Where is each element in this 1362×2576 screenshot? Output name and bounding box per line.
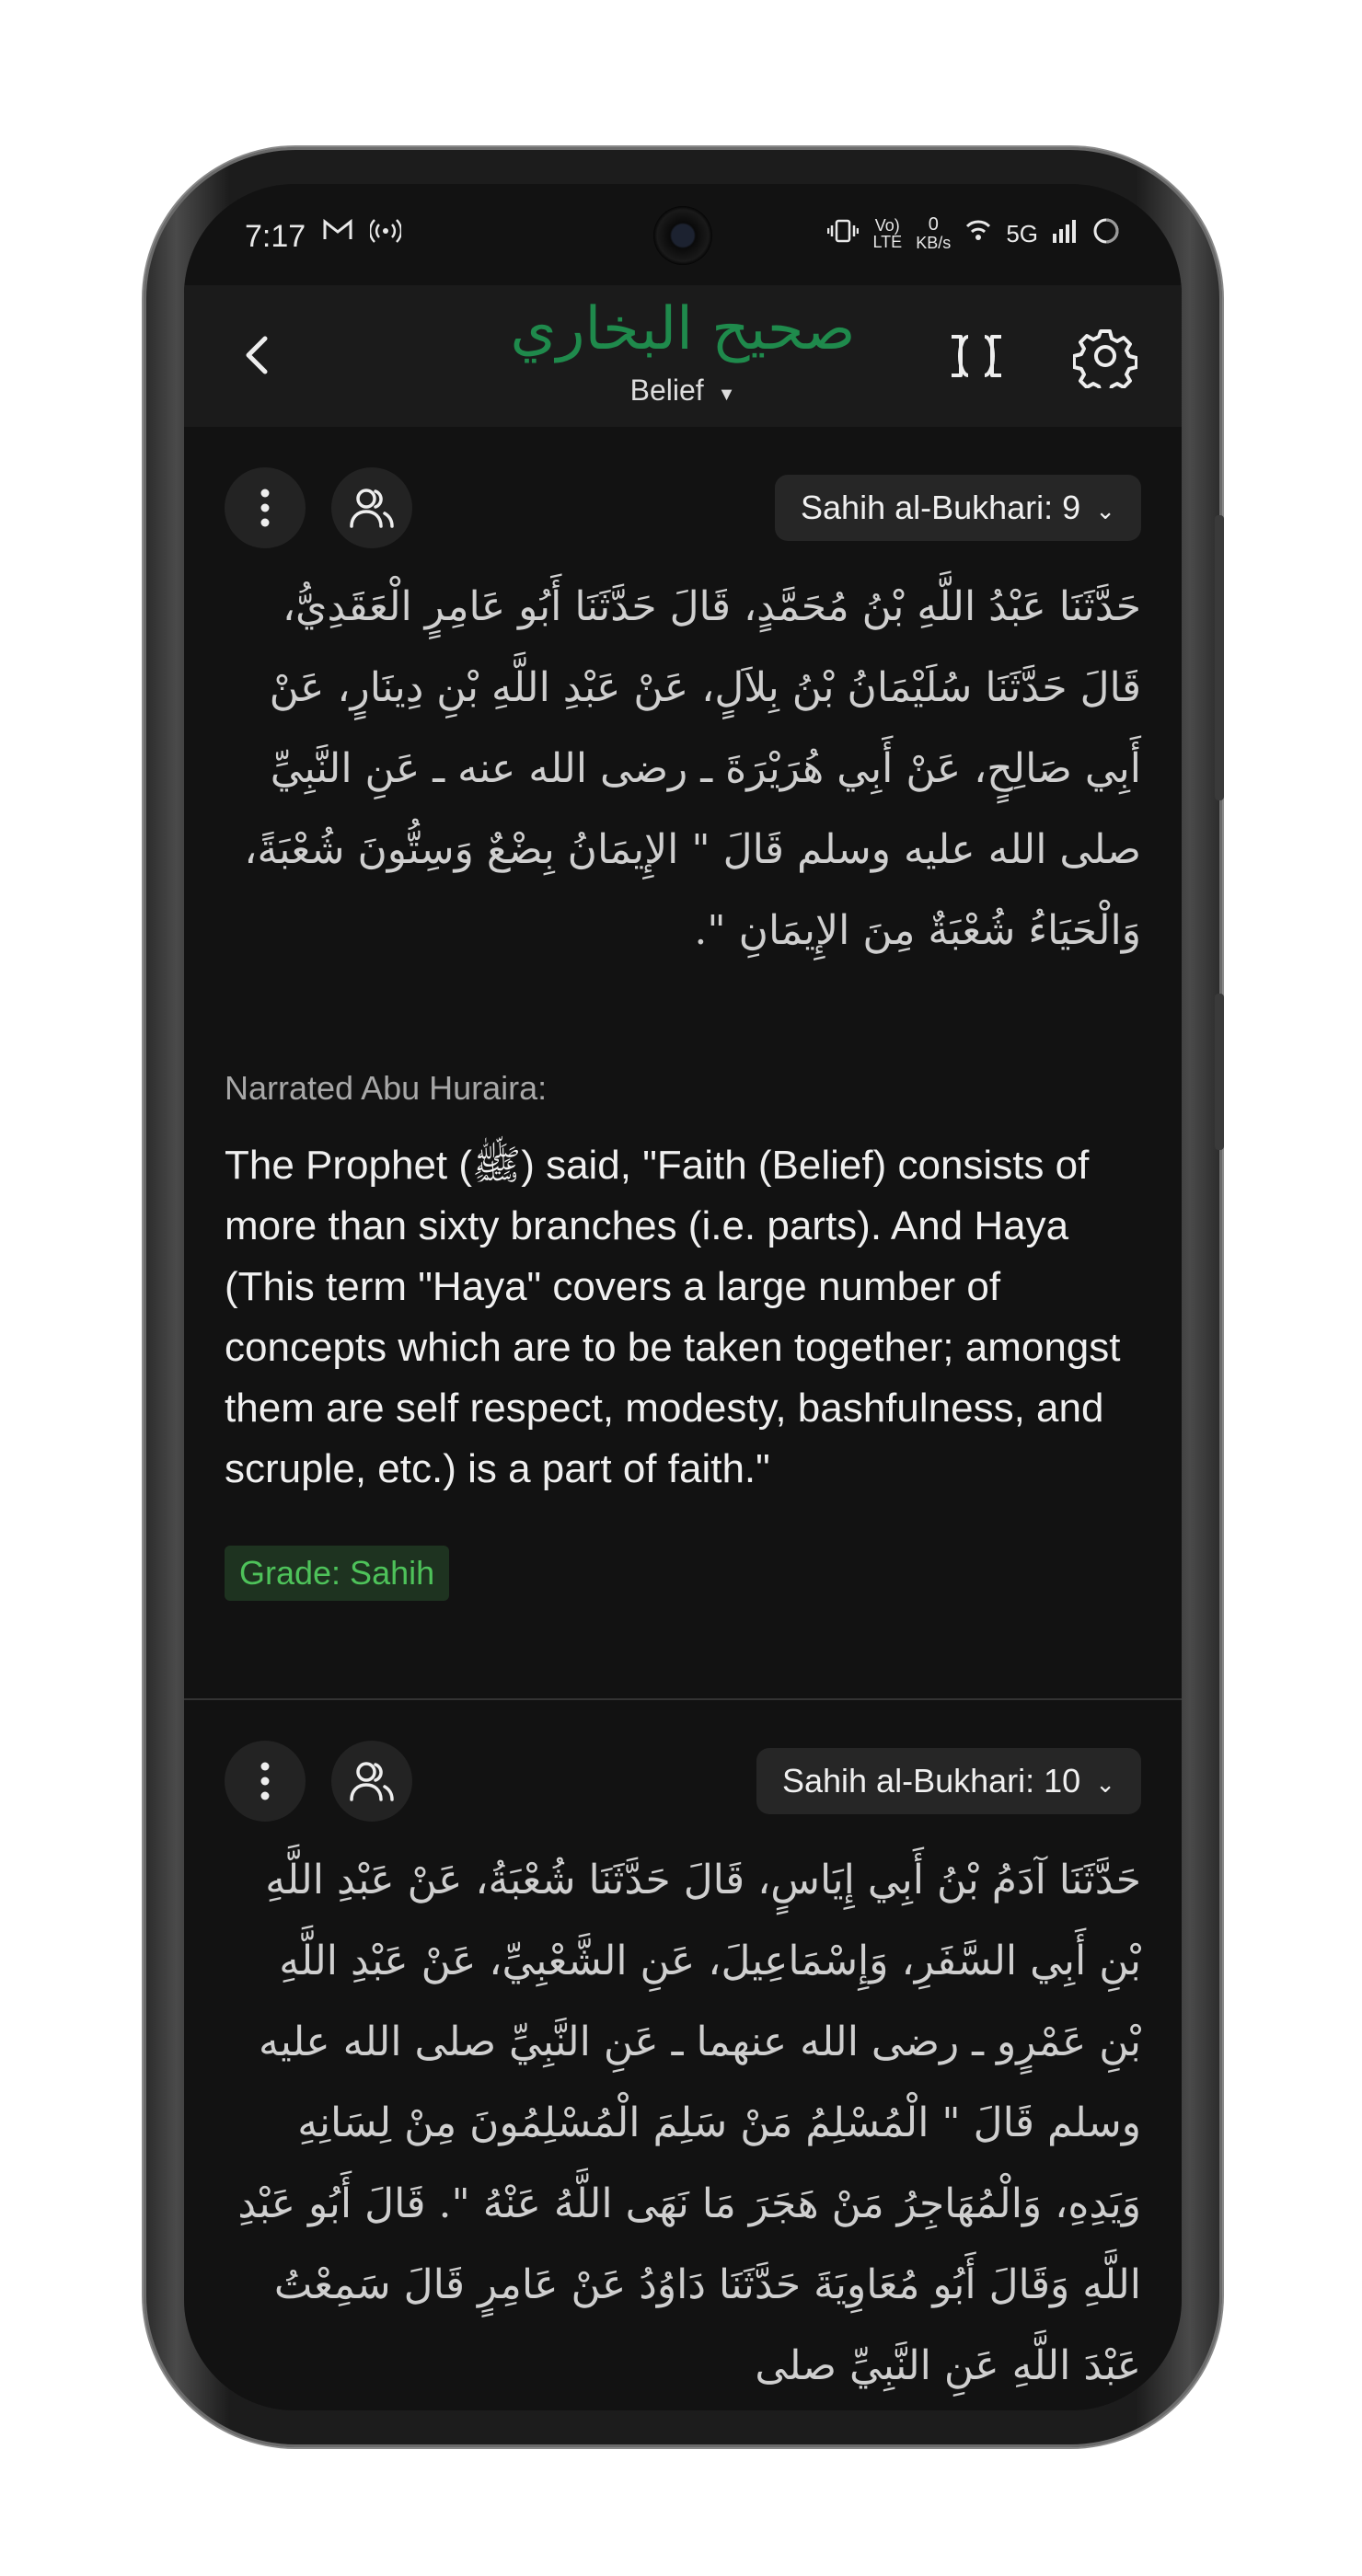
chapter-selector[interactable] [184,374,1182,408]
screen [184,184,1182,2410]
gmail-icon [322,217,353,252]
caret-down-icon: ▼ [717,385,736,405]
narrator: Narrated Abu Huraira: [225,1069,548,1107]
network-speed-value: 0 [928,214,939,235]
chapter-label: Belief [629,374,704,407]
arabic-text: حَدَّثَنَا آدَمُ بْنُ أَبِي إِيَاسٍ، قَالَ حَدَّثَنَا شُعْبَةُ، عَنْ عَبْدِ اللَّهِ بْنِ أَبِي السَّفَرِ، وَإِسْمَاعِيلَ، عَنِ الشَّعْبِيِّ، عَنْ عَبْدِ اللَّهِ بْنِ عَمْرٍو ـ رضى الله عنهما ـ عَنِ النَّبِيِّ صلى الله عليه وسلم قَالَ " الْمُسْلِمُ مَنْ سَلِمَ الْمُسْلِمُونَ مِنْ لِسَانِهِ وَيَدِهِ، وَالْمُهَاجِرُ مَنْ هَجَرَ مَا نَهَى اللَّهُ عَنْهُ ". قَالَ أَبُو عَبْدِ اللَّهِ وَقَالَ أَبُو مُعَاوِيَةَ حَدَّثَنَا دَاوُدُ عَنْ عَامِرٍ قَالَ سَمِعْتُ عَبْدَ اللَّهِ عَنِ النَّبِيِّ صلى [237,1857,1141,2389]
network-speed [916,215,951,252]
users-icon [348,486,396,530]
more-options-button[interactable] [225,1741,306,1822]
app-logo: صحيح البخاري [510,295,856,363]
arabic-text: حَدَّثَنَا عَبْدُ اللَّهِ بْنُ مُحَمَّدٍ، قَالَ حَدَّثَنَا أَبُو عَامِرٍ الْعَقَدِيُّ، قَالَ حَدَّثَنَا سُلَيْمَانُ بْنُ بِلاَلٍ، عَنْ عَبْدِ اللَّهِ بْنِ دِينَارٍ، عَنْ أَبِي صَالِحٍ، عَنْ أَبِي هُرَيْرَةَ ـ رضى الله عنه ـ عَنِ النَّبِيِّ صلى الله عليه وسلم قَالَ " الإِيمَانُ بِضْعٌ وَسِتُّونَ شُعْبَةً، وَالْحَيَاءُ شُعْبَةٌ مِنَ الإِيمَانِ ". [244,583,1141,954]
power-button [1215,994,1224,1150]
network-speed-unit: KB/s [916,234,952,252]
hadith-card [184,427,1182,1592]
status-left-icons [322,217,401,252]
wifi-icon [964,217,993,251]
hadith-reference-dropdown[interactable] [775,475,1141,541]
users-icon [348,1759,396,1803]
chevron-down-icon: ⌄ [1095,1770,1115,1798]
hadith-card [184,1700,1182,2410]
vibrate-icon [827,217,859,251]
gear-icon [1073,324,1137,388]
battery-icon [1091,216,1121,252]
hadith-reference-dropdown[interactable] [756,1748,1141,1814]
chevron-down-icon: ⌄ [1095,497,1115,524]
english-text: The Prophet (ﷺ) said, "Faith (Belief) consists of more than sixty branches (i.e. parts). And Haya (This term "Haya" covers a large number of concepts which are to be taken together; amongst them are self respect, modesty, bashfulness, and scruple, etc.) is a part of faith." [225,1143,1121,1491]
status-bar [184,184,1182,285]
front-camera [653,206,712,265]
status-time: 7:17 [245,219,306,254]
grade-badge: Grade: Sahih [225,1546,449,1601]
more-options-button[interactable] [225,467,306,548]
signal-icon [1051,217,1079,251]
app-header [184,285,1182,427]
more-vertical-icon [260,488,271,528]
more-vertical-icon [260,1761,271,1801]
reading-mode-button[interactable] [944,324,1009,388]
narrators-button[interactable] [331,467,412,548]
status-right-icons [827,215,1121,252]
hotspot-icon [370,217,401,252]
settings-button[interactable] [1073,324,1137,388]
hadith-reference: Sahih al-Bukhari: 9 [801,489,1081,526]
volume-button [1215,515,1224,800]
book-view-icon [944,324,1009,388]
hadith-reference: Sahih al-Bukhari: 10 [781,1762,1081,1800]
network-type: 5G [1006,219,1038,247]
narrators-button[interactable] [331,1741,412,1822]
volte-label: Vo) LTE [872,216,903,251]
